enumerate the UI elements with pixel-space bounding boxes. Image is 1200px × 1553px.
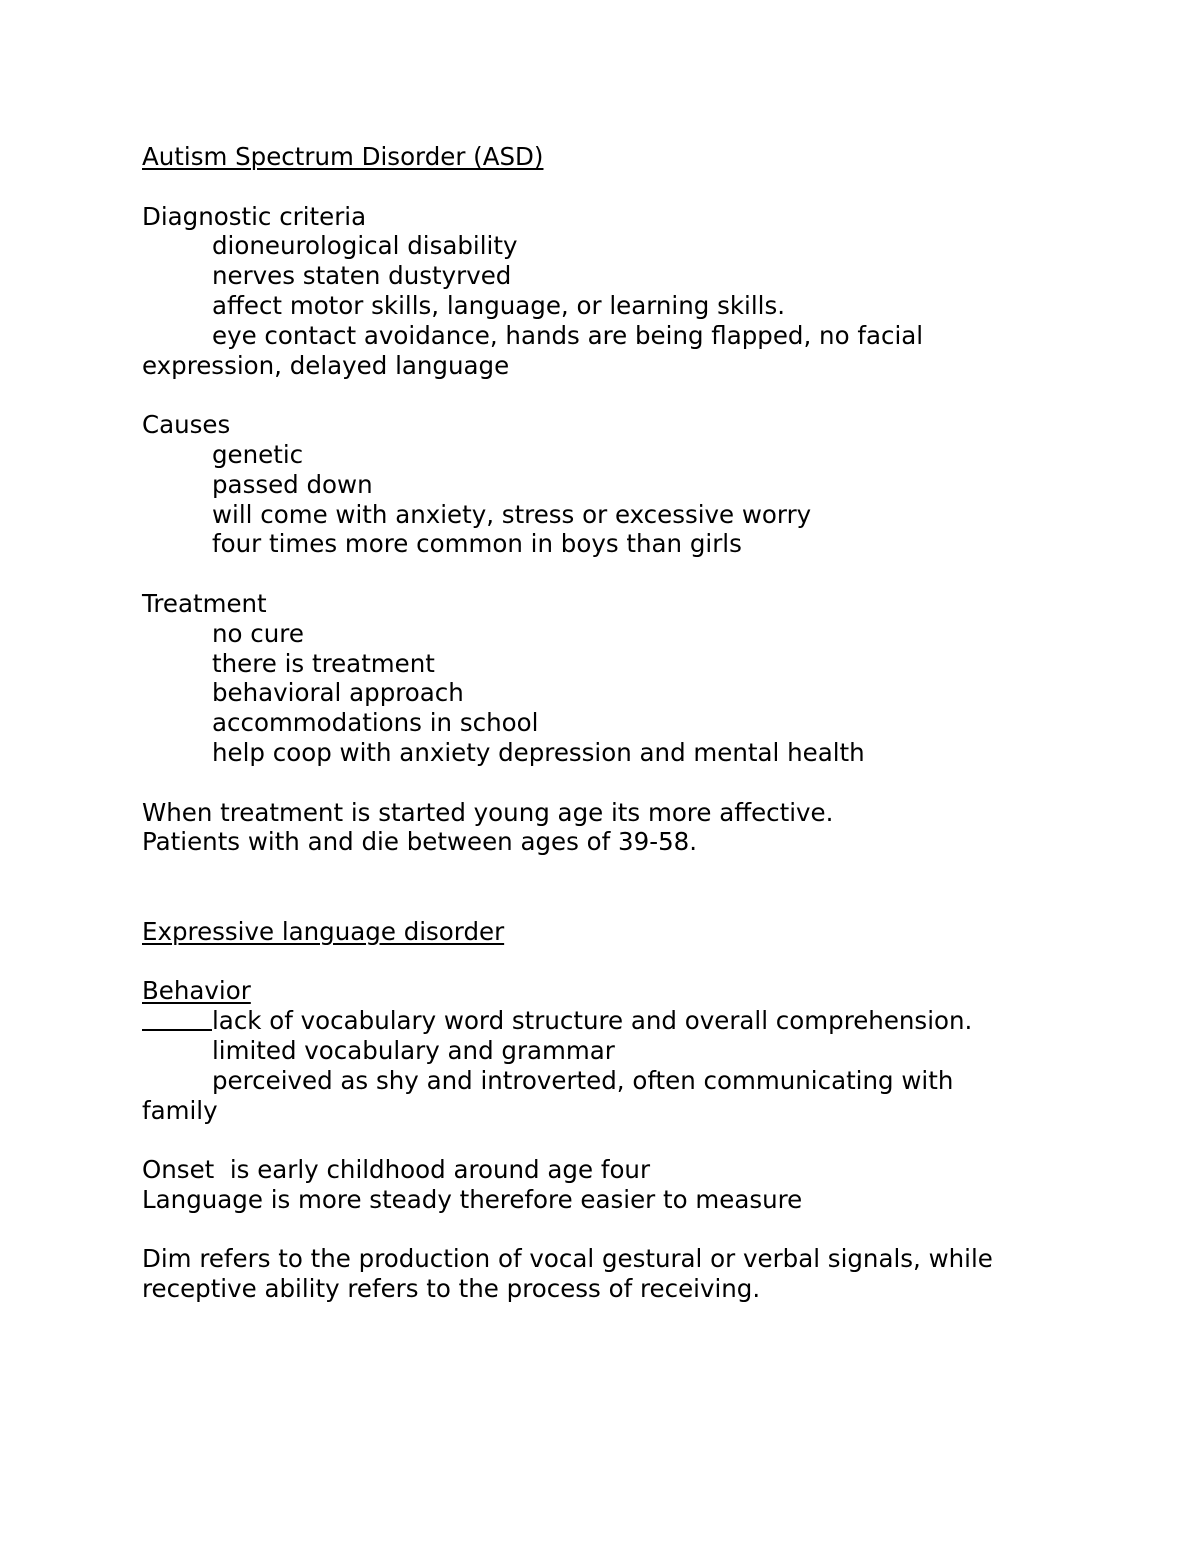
blank-line xyxy=(142,1125,1042,1155)
asd-title: Autism Spectrum Disorder (ASD) xyxy=(142,142,544,171)
diagnostic-item: affect motor skills, language, or learning skills. xyxy=(212,290,786,320)
dim-line: Dim refers to the production of vocal gestural or verbal signals, while xyxy=(142,1244,993,1274)
asd-note: Patients with and die between ages of 39-58. xyxy=(142,827,698,857)
causes-item: four times more common in boys than girls xyxy=(212,529,742,559)
behavior-heading: Behavior xyxy=(142,976,251,1006)
treatment-heading: Treatment xyxy=(142,588,267,618)
document-page xyxy=(142,142,1042,1304)
treatment-item: accommodations in school xyxy=(212,708,539,738)
behavior-item: limited vocabulary and grammar xyxy=(212,1035,615,1065)
eld-title: Expressive language disorder xyxy=(142,916,505,946)
blank-line xyxy=(142,887,1042,917)
blank-line xyxy=(142,768,1042,798)
blank-line xyxy=(142,559,1042,589)
blank-line xyxy=(142,172,1042,202)
diagnostic-item: dioneurological disability xyxy=(212,231,518,261)
blank-line xyxy=(142,1215,1042,1245)
causes-item: genetic xyxy=(212,439,304,469)
diagnostic-criteria-heading: Diagnostic criteria xyxy=(142,201,367,231)
treatment-item: no cure xyxy=(212,618,304,648)
asd-note: When treatment is started young age its more affective. xyxy=(142,797,834,827)
blank-line xyxy=(142,947,1042,977)
diagnostic-item-continuation: expression, delayed language xyxy=(142,350,510,380)
blank-line xyxy=(142,380,1042,410)
causes-item: passed down xyxy=(212,469,373,499)
diagnostic-item: nerves staten dustyrved xyxy=(212,261,512,291)
behavior-first-line xyxy=(142,1006,1042,1036)
treatment-item: behavioral approach xyxy=(212,678,464,708)
treatment-item: there is treatment xyxy=(212,648,435,678)
behavior-item-continuation: family xyxy=(142,1095,218,1125)
diagnostic-item: eye contact avoidance, hands are being flapped, no facial xyxy=(212,320,924,350)
causes-heading: Causes xyxy=(142,410,231,440)
fill-in-blank xyxy=(142,1028,212,1031)
blank-line xyxy=(142,857,1042,887)
causes-item: will come with anxiety, stress or excessive worry xyxy=(212,499,812,529)
onset-line: Onset is early childhood around age four xyxy=(142,1155,651,1185)
dim-line: receptive ability refers to the process of receiving. xyxy=(142,1274,761,1304)
behavior-first-text: lack of vocabulary word structure and overall comprehension. xyxy=(212,1006,973,1036)
onset-line: Language is more steady therefore easier to measure xyxy=(142,1184,803,1214)
behavior-item: perceived as shy and introverted, often communicating with xyxy=(212,1065,954,1095)
treatment-item: help coop with anxiety depression and mental health xyxy=(212,737,865,767)
